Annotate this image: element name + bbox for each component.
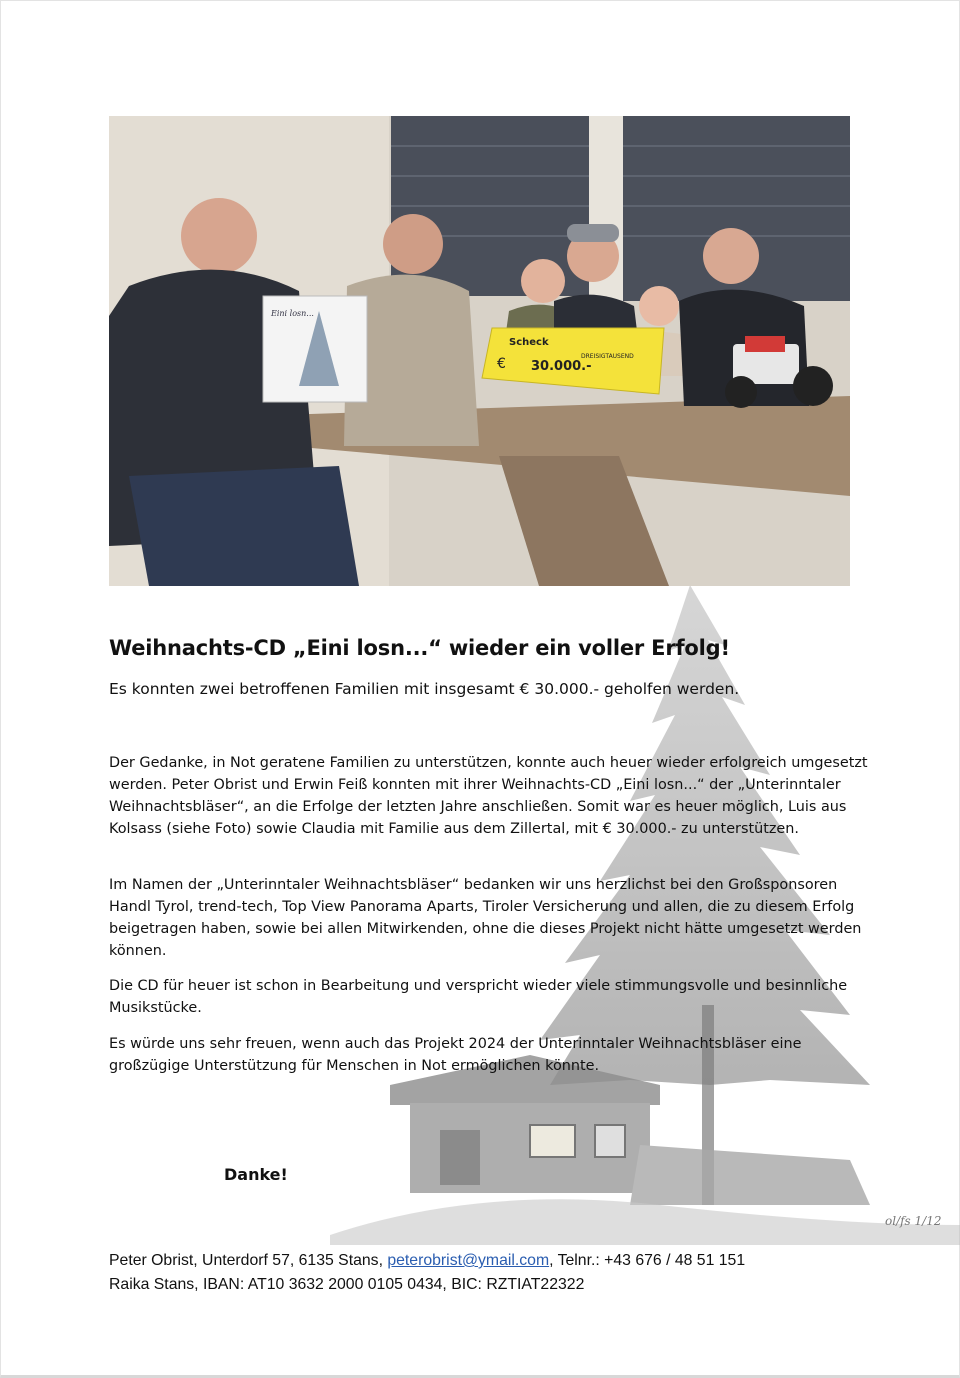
paragraph-1: Der Gedanke, in Not geratene Familien zu unterstützen, konnte auch heuer wieder erfolgreich umgesetzt werden. Peter Obrist und Erwin Feiß konnten mit ihrer Weihnachts-CD „Eini losn...“ der „Unterinntaler Weihnachtsbläser“, an die Erfolge der letzten Jahre anschließen. Somit war es heuer möglich, Luis aus Kolsass (siehe Foto) sowie Claudia mit Familie aus dem Zillertal, mit € 30.000.- zu unterstützen. xyxy=(109,755,868,837)
check-amount: 30.000.- xyxy=(531,359,592,374)
check-currency: € xyxy=(497,356,506,372)
paragraph-2: Im Namen der „Unterinntaler Weihnachtsbläser“ bedanken wir uns herzlichst bei den Großsponsoren Handl Tyrol, trend-tech, Top View Panorama Aparts, Tiroler Versicherung und allen, die zu diesem Erfolg beigetragen haben, sowie bei allen Mitwirkenden, ohne die dieses Projekt nicht hätte umgesetzt werden können. xyxy=(109,877,862,959)
footer-address: Peter Obrist, Unterdorf 57, 6135 Stans, xyxy=(109,1252,388,1269)
check-amount-words: DREISIGTAUSEND xyxy=(581,353,634,360)
paragraph-3: Die CD für heuer ist schon in Bearbeitung und verspricht wieder viele stimmungsvolle und besinnliche Musikstücke. xyxy=(109,978,848,1016)
footer-line-1 xyxy=(109,1249,909,1273)
paragraph-4: Es würde uns sehr freuen, wenn auch das Projekt 2024 der Unterinntaler Weihnachtsbläser eine großzügige Unterstützung für Menschen in Not ermöglichen könnte. xyxy=(109,1036,802,1074)
email-link[interactable]: peterobrist@ymail.com xyxy=(387,1252,550,1269)
headline: Weihnachts-CD „Eini losn...“ wieder ein voller Erfolg! xyxy=(109,636,730,660)
cd-cover-title: Eini losn... xyxy=(271,309,314,318)
check-header: Scheck xyxy=(509,337,549,348)
donation-photo xyxy=(109,116,850,586)
contact-footer xyxy=(109,1249,909,1297)
subheadline: Es konnten zwei betroffenen Familien mit insgesamt € 30.000.- geholfen werden. xyxy=(109,680,740,698)
footer-line-2: Raika Stans, IBAN: AT10 3632 2000 0105 0434, BIC: RZTIAT22322 xyxy=(109,1276,585,1293)
footer-phone: , Telnr.: +43 676 / 48 51 151 xyxy=(549,1252,746,1269)
artist-signature: ol/fs 1/12 xyxy=(885,1214,942,1228)
closing-thanks: Danke! xyxy=(224,1165,288,1184)
